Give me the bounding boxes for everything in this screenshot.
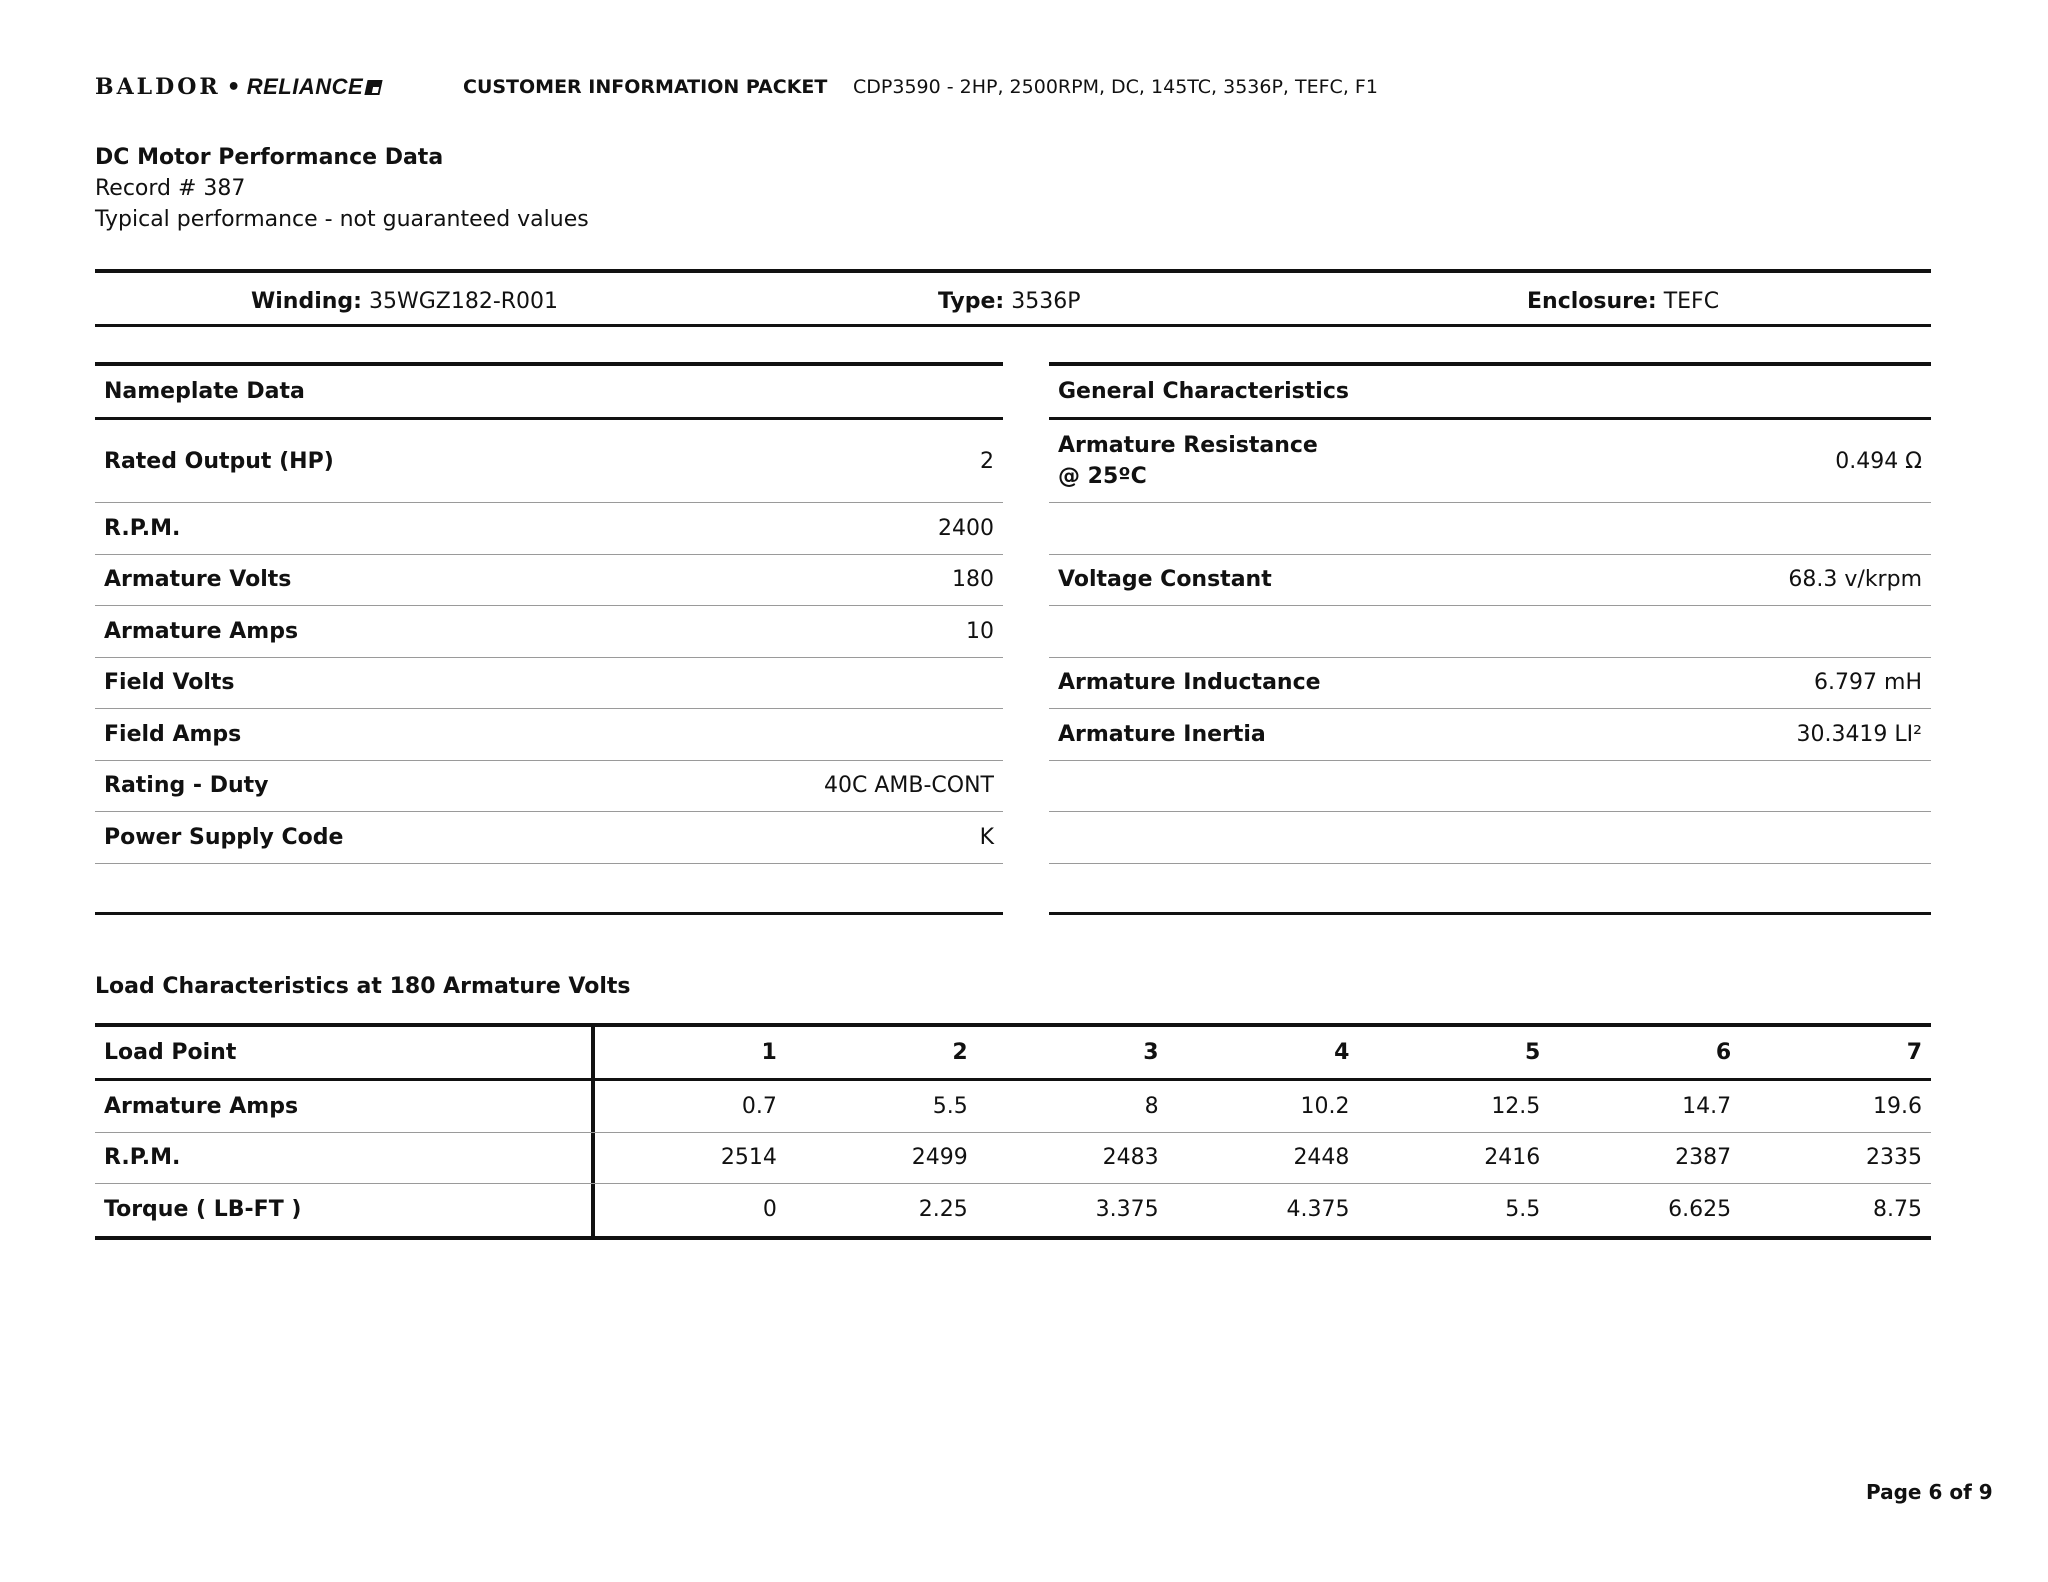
table-row: R.P.M. 2514 2499 2483 2448 2416 2387 2335 (95, 1133, 1931, 1185)
enclosure-value: TEFC (1663, 289, 1720, 314)
baldor-reliance-logo (95, 74, 435, 100)
load-point-6: 6 (1715, 1040, 1732, 1065)
table-row (1049, 420, 1931, 503)
armature-resistance-value: 0.494 Ω (1835, 448, 1922, 474)
table-header-row (95, 1027, 1931, 1081)
table-row: Power Supply Code K (95, 812, 1003, 864)
table-row: R.P.M. 2400 (95, 503, 1003, 555)
winding-value: 35WGZ182-R001 (368, 289, 559, 314)
load-point-2: 2 (952, 1040, 968, 1065)
armature-resistance-label: Armature Resistance (1058, 433, 1318, 458)
table-row: Armature Volts 180 (95, 555, 1003, 607)
winding-label: Winding: (251, 289, 362, 314)
load-point-1: 1 (761, 1040, 777, 1065)
table-row: Field Amps (95, 709, 1003, 761)
load-point-7: 7 (1906, 1040, 1923, 1065)
enclosure-field (1527, 289, 1719, 314)
load-point-5: 5 (1524, 1040, 1541, 1065)
logo-baldor-text: BALDOR (95, 74, 221, 100)
type-value: 3536P (1011, 289, 1081, 314)
document-title: DC Motor Performance Data (95, 145, 444, 170)
logo-mark-icon (365, 80, 383, 95)
disclaimer-note: Typical performance - not guaranteed values (95, 207, 589, 232)
load-point-3: 3 (1143, 1040, 1159, 1065)
nameplate-table (95, 362, 1003, 864)
table-row: Voltage Constant 68.3 v/krpm (1049, 555, 1931, 607)
model-description: CDP3590 - 2HP, 2500RPM, DC, 145TC, 3536P, TEFC, F1 (853, 76, 1378, 98)
table-row: Rated Output (HP) 2 (95, 420, 1003, 503)
load-characteristics-title: Load Characteristics at 180 Armature Volts (95, 974, 631, 999)
logo-dot: • (226, 74, 241, 100)
general-table-bottom-rule (1049, 912, 1931, 915)
table-row (1049, 503, 1931, 555)
table-row: Rating - Duty 40C AMB-CONT (95, 761, 1003, 813)
table-row: Armature Inductance 6.797 mH (1049, 658, 1931, 710)
table-row: Torque ( LB-FT ) 0 2.25 3.375 4.375 5.5 6.625 8.75 (95, 1184, 1931, 1236)
table-row (1049, 761, 1931, 813)
table-row (1049, 812, 1931, 864)
type-field (938, 289, 1080, 314)
table-row (1049, 606, 1931, 658)
intro-block (95, 142, 589, 235)
load-characteristics-table (95, 1023, 1931, 1240)
winding-field (251, 289, 558, 314)
nameplate-title: Nameplate Data (95, 366, 1003, 420)
table-row: Field Volts (95, 658, 1003, 710)
record-number: Record # 387 (95, 176, 246, 201)
packet-title: CUSTOMER INFORMATION PACKET (463, 76, 828, 98)
logo-reliance-text: RELIANCE (246, 74, 364, 99)
load-point-4: 4 (1334, 1040, 1350, 1065)
enclosure-label: Enclosure: (1527, 289, 1657, 314)
type-label: Type: (938, 289, 1005, 314)
document-header (95, 72, 1378, 102)
nameplate-table-bottom-rule (95, 912, 1003, 915)
page-number: Page 6 of 9 (1866, 1480, 1993, 1504)
table-row: Armature Amps 0.7 5.5 8 10.2 12.5 14.7 19.6 (95, 1081, 1931, 1133)
general-characteristics-table (1049, 362, 1931, 864)
load-point-header: Load Point (95, 1027, 595, 1078)
table-row: Armature Inertia 30.3419 LI² (1049, 709, 1931, 761)
armature-resistance-condition: @ 25ºC (1058, 464, 1147, 489)
general-characteristics-title: General Characteristics (1049, 366, 1931, 420)
table-row: Armature Amps 10 (95, 606, 1003, 658)
summary-band (95, 269, 1931, 327)
